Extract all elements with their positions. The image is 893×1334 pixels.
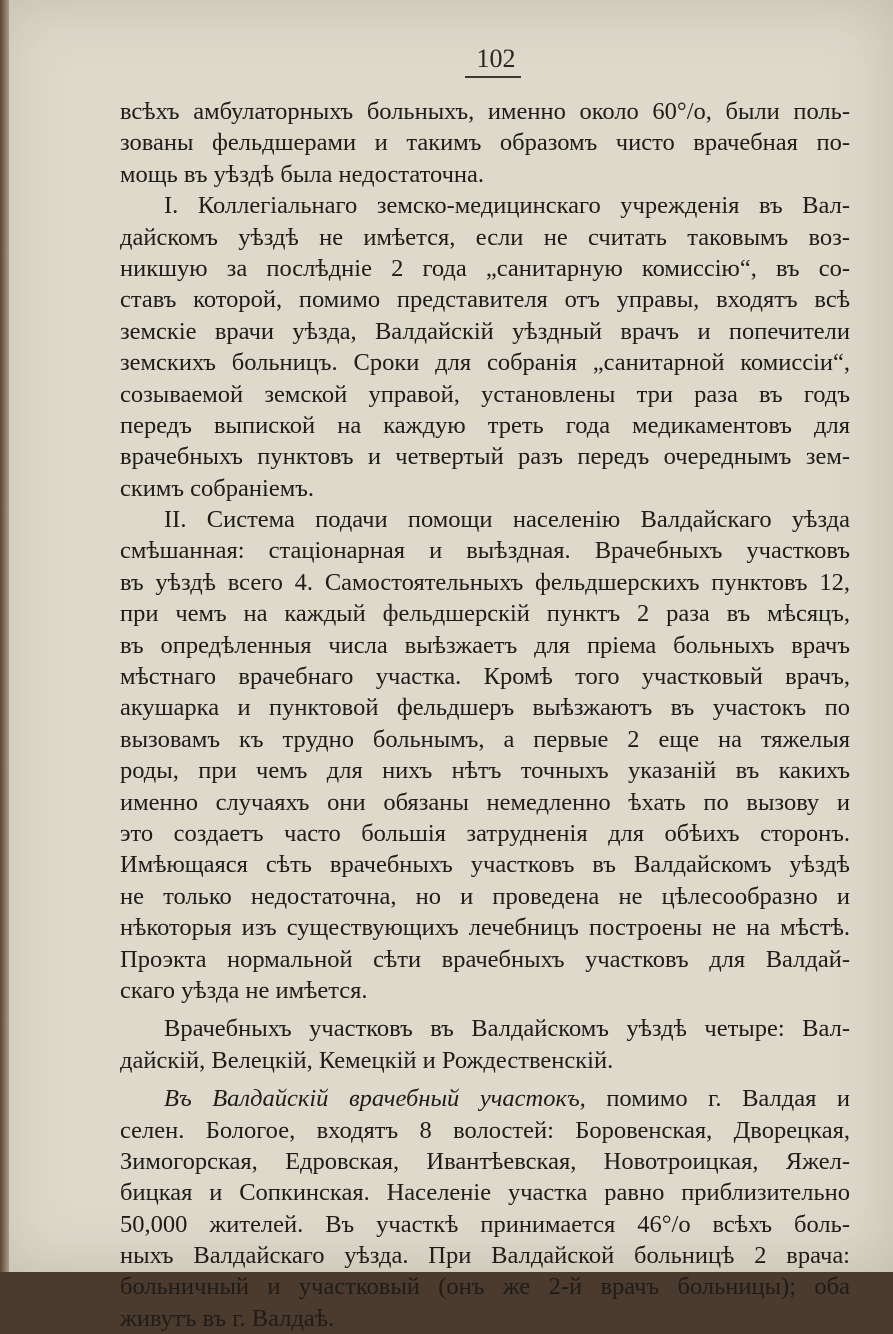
page-edge — [0, 0, 9, 1272]
text-line: врачебныхъ пунктовъ и четвертый разъ передъ очереднымъ зем- — [120, 443, 850, 471]
text-line: бицкая и Сопкинская. Населеніе участка равно приблизительно — [120, 1179, 850, 1207]
text-line — [120, 1083, 850, 1114]
text-line: Зимогорская, Едровская, Ивантѣевская, Новотроицкая, Яжел- — [120, 1147, 850, 1175]
text-line: земскихъ больницъ. Сроки для собранія „санитарной комиссіи“, — [120, 349, 850, 377]
text-line: вызовамъ къ трудно больнымъ, а первые 2 еще на тяжелыя — [120, 725, 850, 753]
text-line: это создаетъ часто большія затрудненія для обѣихъ сторонъ. — [120, 819, 850, 847]
text-line: земскіе врачи уѣзда, Валдайскій уѣздный врачъ и попечители — [120, 317, 850, 345]
text-line: мѣстнаго врачебнаго участка. Кромѣ того участковый врачъ, — [120, 663, 850, 691]
page-body — [120, 96, 850, 1334]
text-line: селен. Бологое, входятъ 8 волостей: Боровенская, Дворецкая, — [120, 1116, 850, 1144]
text-line: въ уѣздѣ всего 4. Самостоятельныхъ фельдшерскихъ пунктовъ 12, — [120, 568, 850, 596]
page-number: 102 — [476, 44, 516, 73]
text-line: ныхъ Валдайскаго уѣзда. При Валдайской больницѣ 2 врача: — [120, 1242, 850, 1270]
text-line: никшую за послѣдніе 2 года „санитарную комиссію“, въ со- — [120, 254, 850, 282]
text-line: дайскомъ уѣздѣ не имѣется, если не считать таковымъ воз- — [120, 223, 850, 251]
text-line: живутъ въ г. Валдаѣ. — [120, 1304, 335, 1332]
text-line: смѣшанная: стаціонарная и выѣздная. Врачебныхъ участковъ — [120, 537, 850, 565]
text-line: I. Коллегіальнаго земско-медицинскаго учрежденія въ Вал- — [164, 192, 850, 220]
text-line: созываемой земской управой, установлены три раза въ годъ — [120, 380, 850, 408]
text-line: акушарка и пунктовой фельдшеръ выѣзжаютъ въ участокъ по — [120, 694, 850, 722]
text-line: передъ выпиской на каждую треть года медикаментовъ для — [120, 411, 850, 439]
italic-heading: Въ Валдайскій врачебный участокъ, — [164, 1085, 586, 1113]
text-line: именно случаяхъ они обязаны немедленно ѣхать по вызову и — [120, 788, 850, 816]
paragraph-section-1 — [120, 190, 850, 504]
text-run: помимо г. Валдая и — [585, 1085, 850, 1113]
text-line: 50,000 жителей. Въ участкѣ принимается 46°/о всѣхъ боль- — [120, 1210, 850, 1238]
text-line: зованы фельдшерами и такимъ образомъ чисто врачебная по- — [120, 129, 850, 157]
text-line: дайскій, Велецкій, Кемецкій и Рождественскій. — [120, 1046, 614, 1074]
text-line: скимъ собраніемъ. — [120, 474, 314, 502]
text-line: Проэкта нормальной сѣти врачебныхъ участковъ для Валдай- — [120, 945, 850, 973]
page-number-rule — [465, 76, 521, 78]
paragraph-gap — [120, 1076, 850, 1083]
paragraph-continuation — [120, 96, 850, 190]
text-line: Врачебныхъ участковъ въ Валдайскомъ уѣздѣ четыре: Вал- — [164, 1015, 850, 1043]
text-line: мощь въ уѣздѣ была недостаточна. — [120, 160, 485, 188]
paragraph-district-list — [120, 1013, 850, 1076]
text-line: при чемъ на каждый фельдшерскій пунктъ 2 раза въ мѣсяцъ, — [120, 600, 850, 628]
text-line: больничный и участковый (онъ же 2-й врачъ больницы); оба — [120, 1273, 850, 1301]
text-line: нѣкоторыя изъ существующихъ лечебницъ построены не на мѣстѣ. — [120, 914, 850, 942]
text-line: скаго уѣзда не имѣется. — [120, 976, 368, 1004]
text-line: не только недостаточна, но и проведена не цѣлесообразно и — [120, 882, 850, 910]
paragraph-section-2 — [120, 504, 850, 1006]
text-line: въ опредѣленныя числа выѣзжаетъ для пріема больныхъ врачъ — [120, 631, 850, 659]
text-line: всѣхъ амбулаторныхъ больныхъ, именно около 60°/о, были поль- — [120, 98, 850, 125]
text-line: ставъ которой, помимо представителя отъ управы, входятъ всѣ — [120, 286, 850, 314]
text-line: роды, при чемъ для нихъ нѣтъ точныхъ указаній въ какихъ — [120, 757, 850, 785]
paragraph-valdai-district — [120, 1083, 850, 1334]
text-line: II. Система подачи помощи населенію Валдайскаго уѣзда — [164, 506, 850, 534]
text-line: Имѣющаяся сѣть врачебныхъ участковъ въ Валдайскомъ уѣздѣ — [120, 851, 850, 879]
paragraph-gap — [120, 1006, 850, 1013]
